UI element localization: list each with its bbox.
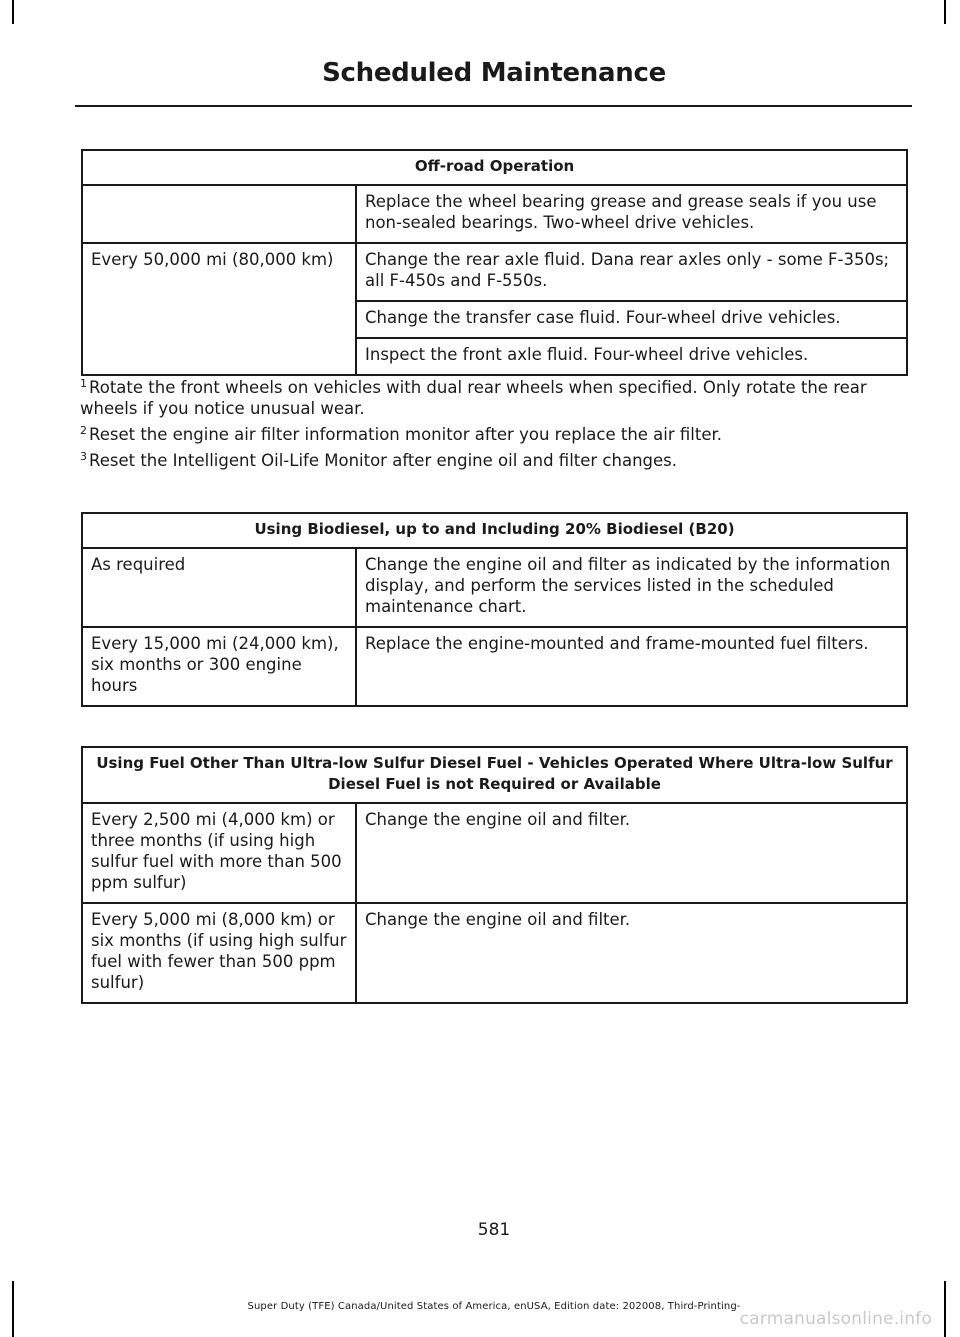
interval-cell: Every 2,500 mi (4,000 km) or three months (if using high sulfur fuel with more than 500 ppm sulfur) [82, 803, 356, 903]
interval-cell [82, 185, 356, 243]
footnote [80, 424, 910, 445]
crop-mark-top-right [944, 0, 946, 24]
interval-cell: Every 50,000 mi (80,000 km) [82, 243, 356, 375]
title-divider [75, 105, 912, 107]
footnote-text: Reset the engine air filter information monitor after you replace the air filter. [89, 425, 723, 444]
service-cell: Change the engine oil and filter. [356, 803, 907, 903]
table-row [82, 548, 907, 627]
table-row [82, 185, 907, 243]
service-cell: Change the rear axle fluid. Dana rear axles only - some F-350s; all F-450s and F-550s. [356, 243, 907, 301]
page-title: Scheduled Maintenance [322, 58, 666, 88]
interval-cell: Every 15,000 mi (24,000 km), six months or 300 engine hours [82, 627, 356, 706]
watermark: carmanualsonline.info [739, 1309, 932, 1329]
page-number: 581 [477, 1220, 511, 1240]
service-cell: Inspect the front axle fluid. Four-wheel drive vehicles. [356, 338, 907, 375]
service-cell: Replace the engine-mounted and frame-mounted fuel filters. [356, 627, 907, 706]
footnotes [80, 377, 910, 476]
service-cell: Change the engine oil and filter. [356, 903, 907, 1003]
offroad-operation-table [81, 149, 908, 376]
service-cell: Change the transfer case fluid. Four-wheel drive vehicles. [356, 301, 907, 338]
table-row [82, 803, 907, 903]
table-heading: Using Biodiesel, up to and Including 20% Biodiesel (B20) [82, 513, 907, 548]
interval-cell: Every 5,000 mi (8,000 km) or six months (if using high sulfur fuel with fewer than 500 ppm sulfur) [82, 903, 356, 1003]
footnote-marker: 3 [80, 450, 87, 463]
interval-cell: As required [82, 548, 356, 627]
table-row [82, 903, 907, 1003]
footnote-text: Reset the Intelligent Oil-Life Monitor after engine oil and filter changes. [89, 451, 677, 470]
biodiesel-table [81, 512, 908, 707]
table-heading: Off-road Operation [82, 150, 907, 185]
footnote [80, 377, 910, 419]
footnote [80, 450, 910, 471]
footnote-marker: 2 [80, 424, 87, 437]
crop-mark-top-left [12, 0, 14, 24]
table-header-row [82, 747, 907, 803]
table-header-row [82, 150, 907, 185]
high-sulfur-fuel-table [81, 746, 908, 1004]
service-cell: Change the engine oil and filter as indicated by the information display, and perform the services listed in the scheduled maintenance chart. [356, 548, 907, 627]
service-cell: Replace the wheel bearing grease and grease seals if you use non-sealed bearings. Two-wheel drive vehicles. [356, 185, 907, 243]
edition-footer: Super Duty (TFE) Canada/United States of America, enUSA, Edition date: 202008, Third-Printing- [247, 1301, 741, 1312]
table-heading: Using Fuel Other Than Ultra-low Sulfur Diesel Fuel - Vehicles Operated Where Ultra-low Sulfur Diesel Fuel is not Required or Available [82, 747, 907, 803]
table-row [82, 243, 907, 301]
footnote-text: Rotate the front wheels on vehicles with dual rear wheels when specified. Only rotate the rear wheels if you notice unusual wear. [80, 378, 867, 418]
footnote-marker: 1 [80, 377, 87, 390]
table-header-row [82, 513, 907, 548]
table-row [82, 627, 907, 706]
